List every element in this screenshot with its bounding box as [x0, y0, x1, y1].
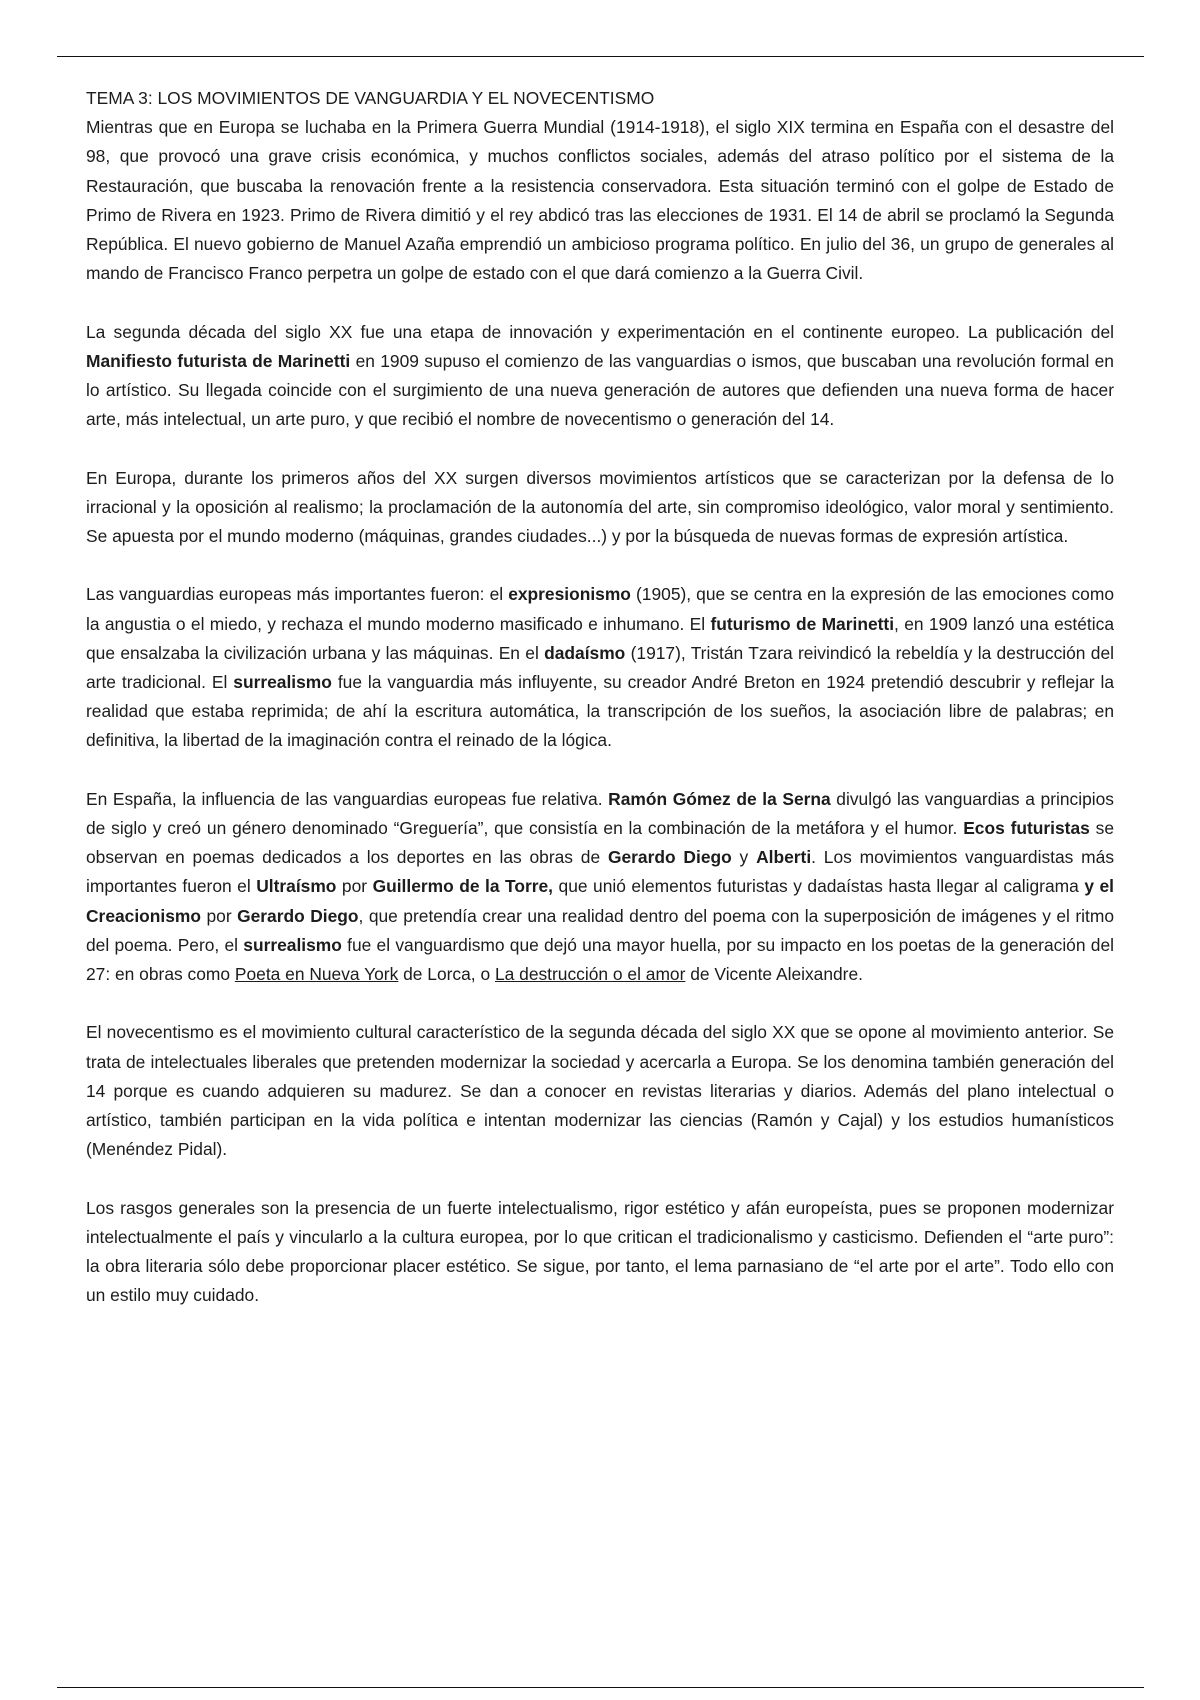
paragraph-historical-context	[86, 113, 1114, 288]
bold-term: Gerardo Diego	[607, 847, 732, 868]
bold-term: expresionismo	[508, 584, 631, 605]
document-body	[86, 84, 1114, 1310]
text-run: La segunda década del siglo XX fue una etapa de innovación y experimentación en el continente europeo. La publicación del	[86, 321, 1114, 342]
bold-term: Ultraísmo	[256, 876, 337, 897]
top-rule	[57, 56, 1144, 57]
text-run: (1905), que se centra en la expresión de las emociones como la angustia o el miedo, y rechaza el mundo moderno masificado e inhumano. El	[86, 584, 1114, 634]
text-run: En Europa, durante los primeros años del XX surgen diversos movimientos artísticos que se caracterizan por la defensa de lo irracional y la oposición al realismo; la proclamación de la autonomía del arte, sin compromiso ideológico, valor moral y sentimiento. Se apuesta por el mundo moderno (máquinas, grandes ciudades...) y por la búsqueda de nuevas formas de expresión artística.	[86, 467, 1114, 547]
bold-term: surrealismo	[243, 934, 342, 955]
bold-term: Alberti	[756, 847, 812, 868]
text-run: y	[731, 847, 757, 868]
document-title: TEMA 3: LOS MOVIMIENTOS DE VANGUARDIA Y EL NOVECENTISMO	[86, 88, 655, 108]
bold-term: y el Creacionismo	[86, 876, 1114, 926]
text-run: , en 1909 lanzó una estética que ensalzaba la civilización urbana y las máquinas. En el	[86, 613, 1114, 663]
paragraph-spain-vanguards	[86, 785, 1114, 989]
paragraph-novecentismo-traits	[86, 1194, 1114, 1311]
text-run: , que pretendía crear una realidad dentro del poema con la superposición de imágenes y el ritmo del poema. Pero, el	[86, 905, 1115, 955]
paragraph-novecentismo-intro	[86, 1018, 1114, 1164]
text-run: fue la vanguardia más influyente, su creador André Breton en 1924 pretendió descubrir y reflejar la realidad que estaba reprimida; de ahí la escritura automática, la transcripción de los sueños, la asociación libre de palabras; en definitiva, la libertad de la imaginación contra el reinado de la lógica.	[86, 672, 1114, 751]
bold-term: surrealismo	[233, 672, 332, 693]
bold-term: Ecos futuristas	[963, 818, 1090, 839]
text-run: Mientras que en Europa se luchaba en la Primera Guerra Mundial (1914-1918), el siglo XIX termina en España con el desastre del 98, que provocó una grave crisis económica, y muchos conflictos sociales, además del atraso político por el sistema de la Restauración, que buscaba la renovación frente a la resistencia conservadora. Esta situación terminó con el golpe de Estado de Primo de Rivera en 1923. Primo de Rivera dimitió y el rey abdicó tras las elecciones de 1931. El 14 de abril se proclamó la Segunda República. El nuevo gobierno de Manuel Azaña emprendió un ambicioso programa político. En julio del 36, un grupo de generales al mando de Francisco Franco perpetra un golpe de estado con el que dará comienzo a la Guerra Civil.	[86, 117, 1114, 284]
text-run: de Lorca, o	[398, 964, 495, 985]
bold-term: Ramón Gómez de la Serna	[608, 788, 831, 809]
text-run: en 1909 supuso el comienzo de las vanguardias o ismos, que buscaban una revolución formal en lo artístico. Su llegada coincide con el surgimiento de una nueva generación de autores que defienden una nueva forma de hacer arte, más intelectual, un arte puro, y que recibió el nombre de novecentismo o generación del 14.	[86, 350, 1114, 430]
text-run: divulgó las vanguardias a principios de siglo y creó un género denominado “Greguería”, que consistía en la combinación de la metáfora y el humor.	[86, 788, 1114, 839]
paragraph-european-vanguards	[86, 580, 1114, 755]
text-run: El novecentismo es el movimiento cultural característico de la segunda década del siglo XX que se opone al movimiento anterior. Se trata de intelectuales liberales que pretenden modernizar la sociedad y acercarla a Europa. Se los denomina también generación del 14 porque es cuando adquieren su madurez. Se dan a conocer en revistas literarias y diarios. Además del plano intelectual o artístico, también participan en la vida política e intentan modernizar las ciencias (Ramón y Cajal) y los estudios humanísticos (Menéndez Pidal).	[86, 1022, 1114, 1160]
text-run: que unió elementos futuristas y dadaístas hasta llegar al caligrama	[553, 876, 1085, 897]
text-run: de Vicente Aleixandre.	[685, 964, 863, 985]
paragraph-list	[86, 113, 1114, 1310]
text-run: Las vanguardias europeas más importantes fueron: el	[86, 584, 509, 605]
text-run: (1917), Tristán Tzara reivindicó la rebeldía y la destrucción del arte tradicional. El	[86, 642, 1114, 693]
bold-term: futurismo de Marinetti	[710, 613, 895, 634]
bold-term: dadaísmo	[544, 642, 626, 663]
paragraph-europe-movements	[86, 464, 1114, 552]
work-title: La destrucción o el amor	[494, 964, 686, 985]
text-run: por	[201, 905, 238, 926]
bottom-rule	[57, 1687, 1144, 1688]
text-run: . Los movimientos vanguardistas más importantes fueron el	[86, 847, 1115, 897]
text-run: por	[336, 876, 373, 897]
text-run: En España, la influencia de las vanguardias europeas fue relativa.	[86, 788, 609, 809]
paragraph-second-decade	[86, 318, 1114, 435]
work-title: Poeta en Nueva York	[234, 964, 399, 985]
text-run: Los rasgos generales son la presencia de un fuerte intelectualismo, rigor estético y afán europeísta, pues se proponen modernizar intelectualmente el país y vincularlo a la cultura europea, por lo que critican el tradicionalismo y casticismo. Defienden el “arte puro”: la obra literaria sólo debe proporcionar placer estético. Se sigue, por tanto, el lema parnasiano de “el arte por el arte”. Todo ello con un estilo muy cuidado.	[86, 1197, 1114, 1306]
text-run: se observan en poemas dedicados a los deportes en las obras de	[86, 818, 1114, 868]
text-run: fue el vanguardismo que dejó una mayor huella, por su impacto en los poetas de la generación del 27: en obras como	[86, 934, 1114, 985]
bold-term: Gerardo Diego	[237, 905, 359, 926]
bold-term: Guillermo de la Torre,	[372, 876, 554, 897]
bold-term: Manifiesto futurista de Marinetti	[86, 350, 351, 371]
